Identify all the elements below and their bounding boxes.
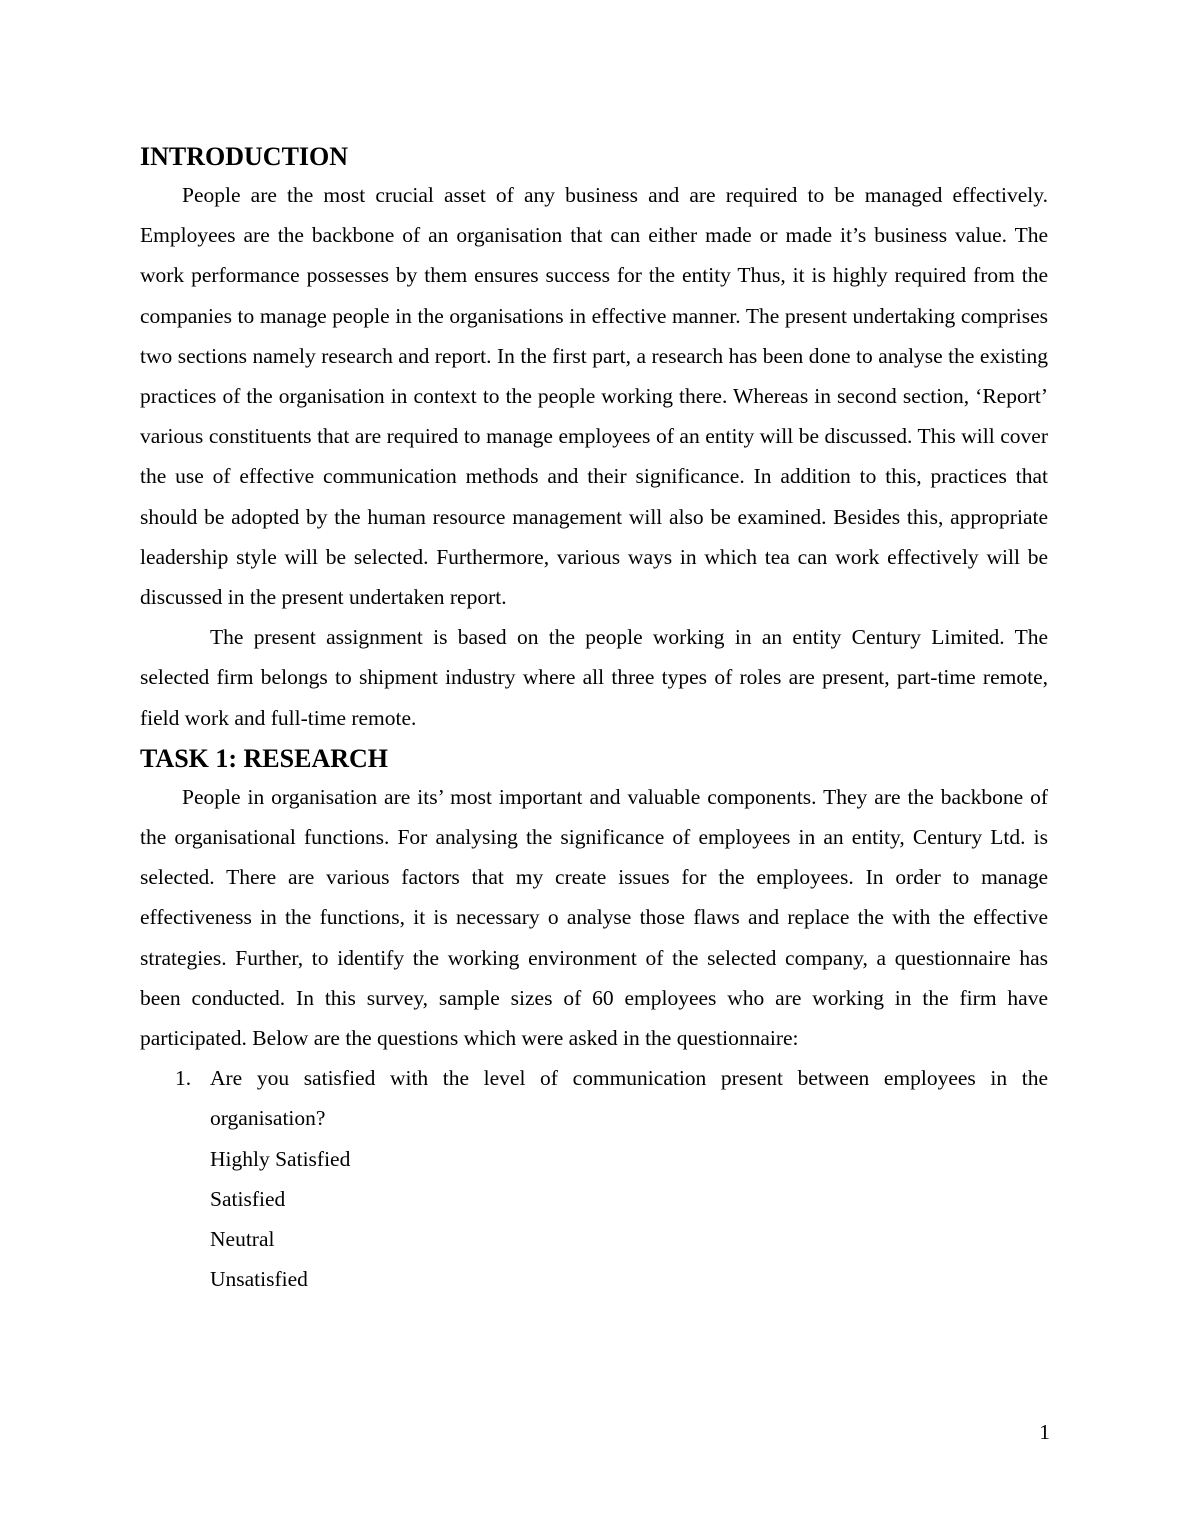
introduction-paragraph-2: The present assignment is based on the people working in an entity Century Limited. The selected firm belongs to shipment industry where all three types of roles are present, part-time remote, field work and full-time remote. (140, 625, 1048, 730)
answer-option-highly-satisfied: Highly Satisfied (210, 1146, 351, 1171)
document-page (140, 140, 1048, 1299)
page-number: 1 (1039, 1420, 1050, 1444)
introduction-heading: INTRODUCTION (140, 142, 349, 171)
questionnaire-list (140, 1058, 1048, 1299)
answer-option-satisfied: Satisfied (210, 1186, 286, 1211)
task1-paragraph: People in organisation are its’ most important and valuable components. They are the backbone of the organisational functions. For analysing the significance of employees in an entity, Century Ltd. is selected. There are various factors that my create issues for the employees. In order to manage effectiveness in the functions, it is necessary o analyse those flaws and replace the with the effective strategies. Further, to identify the working environment of the selected company, a questionnaire has been conducted. In this survey, sample sizes of 60 employees who are working in the firm have participated. Below are the questions which were asked in the questionnaire: (140, 784, 1048, 1051)
answer-option-neutral: Neutral (210, 1227, 275, 1252)
question-number: 1. (175, 1066, 192, 1091)
answer-option-unsatisfied: Unsatisfied (210, 1267, 308, 1292)
question-item (140, 1058, 1048, 1299)
task1-heading: TASK 1: RESEARCH (140, 743, 389, 773)
introduction-paragraph-1: People are the most crucial asset of any business and are required to be managed effectively. Employees are the backbone of an organisation that can either made or made it’s business value. The work performance possesses by them ensures success for the entity Thus, it is highly required from the companies to manage people in the organisations in effective manner. The present undertaking comprises two sections namely research and report. In the first part, a research has been done to analyse the existing practices of the organisation in context to the people working there. Whereas in second section, ‘Report’ various constituents that are required to manage employees of an entity will be discussed. This will cover the use of effective communication methods and their significance. In addition to this, practices that should be adopted by the human resource management will also be examined. Besides this, appropriate leadership style will be selected. Furthermore, various ways in which tea can work effectively will be discussed in the present undertaken report. (140, 183, 1048, 610)
question-text: Are you satisfied with the level of communication present between employees in the organisation? (210, 1066, 1048, 1131)
